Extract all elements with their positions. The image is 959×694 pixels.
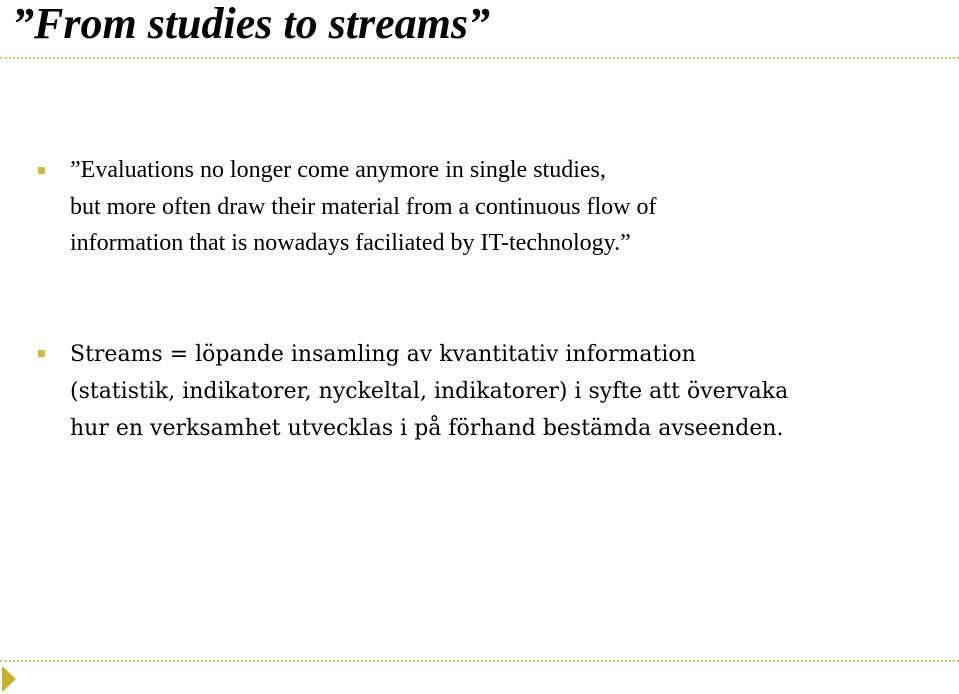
- bullet-marker: [38, 350, 45, 357]
- bullet-line: hur en verksamhet utvecklas i på förhand bestämda avseenden.: [70, 416, 784, 441]
- bottom-divider: [0, 660, 959, 662]
- slide-title: ”From studies to streams”: [12, 0, 490, 48]
- bullet-line: but more often draw their material from a continuous flow of: [70, 193, 657, 220]
- triangle-arrow-icon: [2, 666, 16, 692]
- bullet-line: Streams = löpande insamling av kvantitativ information: [70, 342, 696, 367]
- bullet-text-evaluations: [70, 152, 657, 262]
- bullet-marker: [38, 167, 45, 174]
- bullet-line: ”Evaluations no longer come anymore in single studies,: [70, 157, 606, 183]
- top-divider: [0, 57, 959, 59]
- bullet-line: information that is nowadays faciliated by IT-technology.”: [70, 230, 631, 256]
- bullet-text-streams: [70, 336, 788, 447]
- bullet-line: (statistik, indikatorer, nyckeltal, indikatorer) i syfte att övervaka: [70, 379, 789, 404]
